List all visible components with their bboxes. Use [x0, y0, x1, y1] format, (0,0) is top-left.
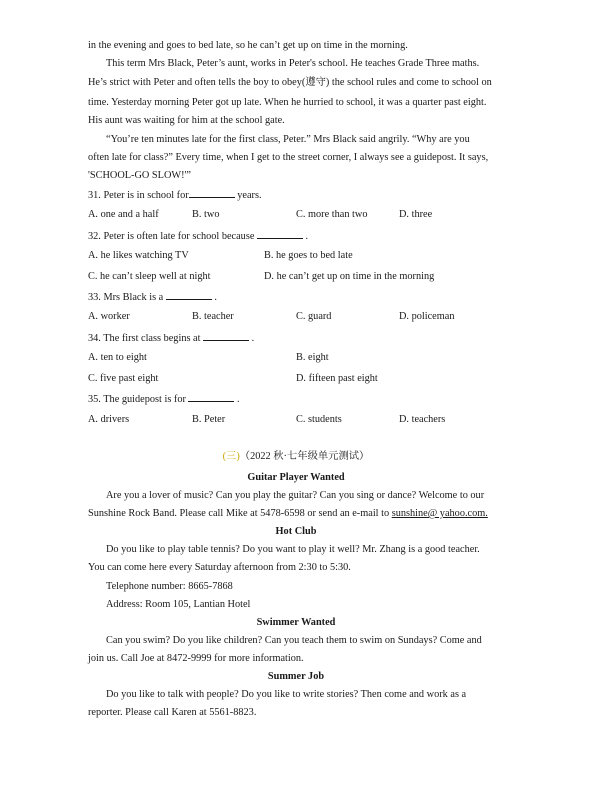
ad-title-summer-job: Summer Job [267, 671, 325, 682]
question-text: 33. Mrs Black is a [88, 292, 166, 303]
option-d: D. policeman [399, 311, 455, 322]
answer-blank [203, 331, 249, 341]
question-33 [88, 290, 502, 305]
ad-address: Address: Room 105, Lantian Hotel [106, 599, 251, 610]
passage-line: 'SCHOOL-GO SLOW!'” [88, 170, 191, 181]
ad-title-hot-club: Hot Club [275, 526, 317, 537]
question-text: 35. The guidepost is for [88, 394, 189, 405]
question-end: . [211, 292, 217, 303]
ad-text: Are you a lover of music? Can you play the guitar? Can you sing or dance? Welcome to our [106, 490, 485, 501]
ad-text: Can you swim? Do you like children? Can you teach them to swim on Sundays? Come and [106, 635, 482, 646]
option-a: A. worker [88, 311, 130, 322]
ad-text: Do you like to play table tennis? Do you want to play it well? Mr. Zhang is a good teacher. [106, 544, 480, 555]
question-end: . [234, 394, 240, 405]
question-end: . [249, 333, 255, 344]
answer-blank [166, 290, 212, 300]
option-c: C. he can’t sleep well at night [88, 271, 211, 282]
option-b: B. he goes to bed late [264, 250, 353, 261]
ad-text: join us. Call Joe at 8472-9999 for more information. [88, 653, 304, 664]
passage-line: in the evening and goes to bed late, so he can’t get up on time in the morning. [88, 40, 408, 51]
section-source: （2022 秋·七年级单元测试） [239, 451, 370, 462]
option-d: D. teachers [399, 414, 446, 425]
ad-title-guitar: Guitar Player Wanted [247, 472, 345, 483]
ad-text-part: Sunshine Rock Band. Please call Mike at 5478-6598 or send an e-mail to [88, 508, 392, 519]
answer-blank [188, 392, 234, 402]
passage-line: This term Mrs Black, Peter’s aunt, works in Peter's school. He teaches Grade Three maths. [106, 58, 480, 69]
option-c: C. more than two [296, 209, 368, 220]
question-32 [88, 229, 502, 244]
option-d: D. he can’t get up on time in the morning [264, 271, 435, 282]
ad-telephone: Telephone number: 8665-7868 [106, 581, 233, 592]
question-text: 32. Peter is often late for school because [88, 231, 257, 242]
option-d: D. three [399, 209, 433, 220]
option-c: C. students [296, 414, 342, 425]
question-31 [88, 188, 502, 203]
ad-text: You can come here every Saturday afternoon from 2:30 to 5:30. [88, 562, 351, 573]
option-a: A. he likes watching TV [88, 250, 189, 261]
option-c: C. guard [296, 311, 332, 322]
answer-blank [257, 229, 303, 239]
option-a: A. one and a half [88, 209, 159, 220]
question-35 [88, 392, 502, 407]
option-b: B. Peter [192, 414, 226, 425]
option-a: A. ten to eight [88, 352, 147, 363]
passage-line: “You’re ten minutes late for the first class, Peter.” Mrs Black said angrily. “Why are you [106, 134, 470, 145]
passage-line: often late for class?” Every time, when I get to the street corner, I always see a guidepost. It says, [88, 152, 489, 163]
question-34 [88, 331, 502, 346]
option-b: B. eight [296, 352, 329, 363]
option-b: B. teacher [192, 311, 234, 322]
ad-text: reporter. Please call Karen at 5561-8823. [88, 707, 257, 718]
option-d: D. fifteen past eight [296, 373, 378, 384]
option-c: C. five past eight [88, 373, 159, 384]
question-end: . [302, 231, 309, 242]
question-text: 31. Peter is in school for [88, 190, 189, 201]
section-header [0, 450, 592, 464]
section-number: (三) [222, 451, 240, 462]
ad-text: Do you like to talk with people? Do you like to write stories? Then come and work as a [106, 689, 467, 700]
question-text: 34. The first class begins at [88, 333, 204, 344]
passage-line: He’s strict with Peter and often tells the boy to obey(遵守) the school rules and come to school on [88, 77, 492, 88]
question-end: years. [234, 190, 262, 201]
option-b: B. two [192, 209, 220, 220]
answer-blank [189, 188, 235, 198]
email-link[interactable]: sunshine@ yahoo.com. [391, 508, 488, 519]
passage-line: time. Yesterday morning Peter got up late. When he hurried to school, it was a quarter past eight. [88, 97, 487, 108]
ad-text [88, 507, 502, 521]
passage-line: His aunt was waiting for him at the school gate. [88, 115, 285, 126]
option-a: A. drivers [88, 414, 130, 425]
ad-title-swimmer: Swimmer Wanted [256, 617, 336, 628]
